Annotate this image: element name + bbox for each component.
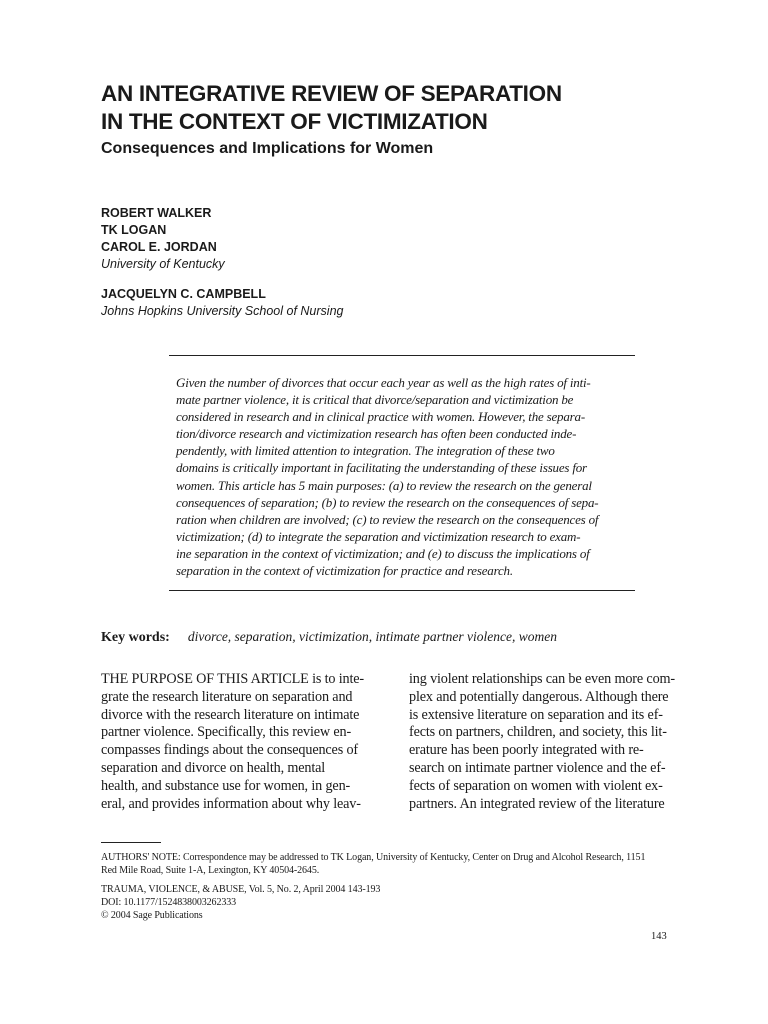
article-title-line-1: AN INTEGRATIVE REVIEW OF SEPARATION [101, 81, 562, 106]
author-group-1 [101, 205, 225, 273]
body-line: fects of separation on women with violent ex- [409, 777, 663, 794]
abstract-line: considered in research and in clinical practice with women. However, the separa- [176, 409, 585, 425]
body-line: separation and divorce on health, mental [101, 759, 326, 776]
abstract-line: mate partner violence, it is critical that divorce/separation and victimization be [176, 392, 574, 408]
abstract-line: consequences of separation; (b) to review the research on the consequences of sepa- [176, 494, 599, 510]
abstract-line: tion/divorce research and victimization research has often been conducted inde- [176, 426, 577, 442]
abstract-line: Given the number of divorces that occur each year as well as the high rates of inti- [176, 375, 591, 390]
abstract-line: separation in the context of victimization for practice and research. [176, 563, 513, 579]
keywords-label: Key words: [101, 630, 170, 645]
footnote-rule [101, 842, 161, 843]
journal-citation: TRAUMA, VIOLENCE, & ABUSE, Vol. 5, No. 2, April 2004 143-193 [101, 884, 381, 895]
article-title-line-2: IN THE CONTEXT OF VICTIMIZATION [101, 109, 488, 134]
article-subtitle: Consequences and Implications for Women [101, 140, 434, 157]
body-line: health, and substance use for women, in gen- [101, 777, 351, 794]
body-column-left [101, 671, 364, 813]
footnote [101, 851, 645, 922]
body-line: grate the research literature on separation and [101, 688, 353, 705]
body-column-right [409, 671, 675, 813]
abstract-line: ration when children are involved; (c) to review the research on the consequences of [176, 511, 599, 527]
keywords [101, 628, 557, 646]
body-line: fects on partners, children, and society, this lit- [409, 724, 667, 741]
abstract-top-rule [169, 355, 635, 356]
body-line: plex and potentially dangerous. Although there [409, 688, 669, 705]
page-number: 143 [651, 931, 667, 942]
author-name: CAROL E. JORDAN [101, 240, 217, 254]
body-line: divorce with the research literature on intimate [101, 706, 360, 723]
copyright: © 2004 Sage Publications [101, 910, 203, 921]
body-line: partner violence. Specifically, this review en- [101, 724, 352, 741]
doi: DOI: 10.1177/1524838003262333 [101, 897, 237, 908]
abstract-line: domains is critically important in facilitating the understanding of these issues for [176, 460, 587, 476]
body-line: search on intimate partner violence and the ef- [409, 759, 666, 776]
abstract-bottom-rule [169, 590, 635, 591]
abstract-line: pendently, with limited attention to integration. The integration of these two [176, 443, 555, 459]
body-line: partners. An integrated review of the literature [409, 795, 665, 812]
abstract-line: ine separation in the context of victimization; and (e) to discuss the implications of [176, 545, 590, 561]
author-affiliation: University of Kentucky [101, 257, 225, 271]
body-line: THE PURPOSE OF THIS ARTICLE is to inte- [101, 671, 365, 687]
keywords-text: divorce, separation, victimization, intimate partner violence, women [187, 629, 558, 644]
body-line: ing violent relationships can be even more com- [409, 671, 675, 687]
abstract [176, 374, 598, 579]
author-group-2 [101, 286, 343, 320]
abstract-line: victimization; (d) to integrate the separation and victimization research to exam- [176, 528, 581, 544]
body-line: compasses findings about the consequences of [101, 742, 358, 759]
authors-note-line: Red Mile Road, Suite 1-A, Lexington, KY 40504-2645. [101, 865, 320, 876]
body-line: eral, and provides information about why leav- [101, 795, 361, 812]
body-line: erature has been poorly integrated with re- [409, 742, 644, 759]
author-name: JACQUELYN C. CAMPBELL [101, 287, 266, 301]
authors-note-line: AUTHORS' NOTE: Correspondence may be addressed to TK Logan, University of Kentucky, Center on Drug and Alcohol Research, 1151 [101, 852, 646, 863]
abstract-line: women. This article has 5 main purposes: (a) to review the research on the general [176, 477, 592, 493]
body-line: is extensive literature on separation and its ef- [409, 706, 663, 723]
author-name: ROBERT WALKER [101, 206, 212, 220]
author-affiliation: Johns Hopkins University School of Nursing [101, 304, 344, 318]
author-name: TK LOGAN [101, 223, 167, 237]
